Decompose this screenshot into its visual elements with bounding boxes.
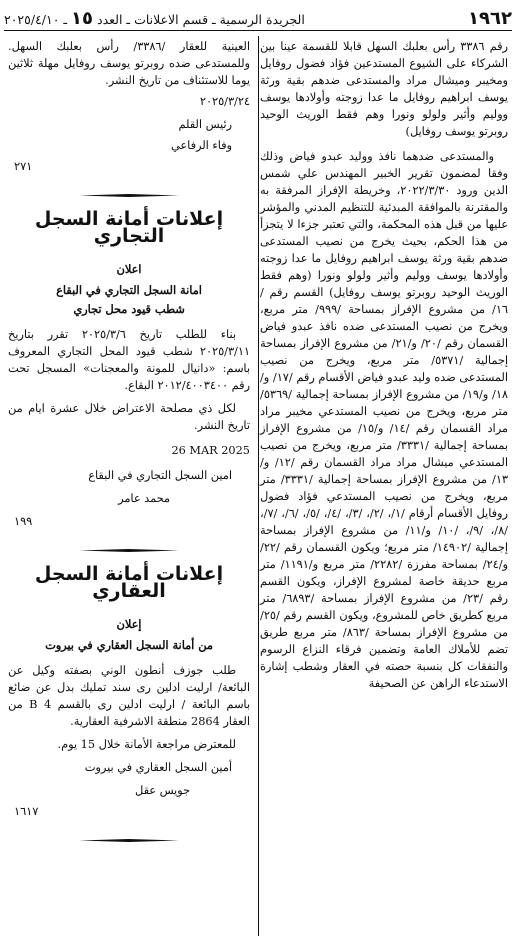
ruling-date: ٢٠٢٥/٣/٢٤ [199, 95, 250, 108]
signer-name: وفاء الرفاعي [170, 139, 232, 152]
gazette-title: الجريدة الرسمية ـ قسم الاعلانات ـ العدد [97, 11, 305, 27]
ruling-continuation: العينية للعقار /٣٣٨٦/ رأس بعلبك السهل. وللمستدعى ضده روبرتو يوسف روفايل مهلة ثلاثين يوما للاستئناف من تاريخ النشر. [8, 40, 250, 87]
page-number: ١٩٦٢ [468, 7, 512, 29]
reference-number: ٢٧١ [14, 160, 33, 173]
issue-date: ـ ٢٠٢٥/٤/١٠ [4, 11, 68, 27]
ad-objection-notice: لكل ذي مصلحة الاعتراض خلال عشرة ايام من تاريخ النشر. [8, 402, 250, 432]
ad-subject: شطب قيود محل تجاري [73, 302, 185, 316]
issue-number: ١٥ [71, 7, 94, 29]
ad-body: بناء للطلب تاريخ ٢٠٢٥/٣/٦ تقرر بتاريخ ٢٠٢٥/٣/١١ شطب قيود المحل التجاري المعروف باسم: «دانيال للمونة والمعجنات» المسجل تحت رقم ٢٠١٢/٤٠٠٣٤٠٠ البقاع. [8, 328, 250, 392]
signer-title: رئيس القلم [178, 118, 232, 131]
ad-subheading: امانة السجل التجاري في البقاع [56, 283, 202, 297]
section-separator [79, 546, 179, 556]
right-column [260, 38, 508, 692]
section-separator [79, 836, 179, 846]
court-ruling-para1: رقم ٣٣٨٦ رأس بعلبك السهل قابلا للقسمة عينا بين الشركاء على الشيوع المستدعين فؤاد فضول روفايل ومخيبر وميشال مراد والمستدعى ضدهم بقية ورثة يوسف ابراهيم روفايل ما عدا زوجته وأولادها يوسف ووليم وأثير ولولو ونورا وهم فقط الوريث الوحيد روبرتو يوسف روفايل) [260, 40, 508, 138]
section-title-real-estate: إعلانات أمانة السجل العقاري [34, 563, 224, 602]
ad-heading: إعلان [116, 617, 142, 631]
ad-objection-notice: للمعترض مراجعة الأمانة خلال 15 يوم. [57, 738, 236, 751]
section-title-commercial: إعلانات أمانة السجل التجاري [34, 208, 224, 247]
ad-signer-name: محمد عامر [118, 492, 170, 505]
page-header [4, 6, 512, 31]
ad-date-stamp: 26 MAR 2025 [171, 444, 250, 457]
ad-signer-name: جويس عقل [135, 784, 190, 797]
section-separator [79, 191, 179, 201]
reference-number: ١٩٩ [14, 515, 33, 528]
ad-subheading: من أمانة السجل العقاري في بيروت [45, 638, 213, 652]
issue-info [4, 8, 305, 29]
ad-heading: اعلان [116, 262, 142, 276]
ad-signer-title: امين السجل التجاري في البقاع [88, 469, 232, 482]
left-column [8, 38, 250, 856]
ad-signer-title: أمين السجل العقاري في بيروت [84, 761, 232, 774]
ad-body: طلب جوزف أنطون الوني بصفته وكيل عن البائعة/ ارليت ادلين رى سند تمليك بدل عن ضائع باسم البائعة / ارليت ادلين رى بالقسم B 4 من العقار 2864 منطقة الاشرفية العقارية. [8, 664, 250, 728]
reference-number: ١٦١٧ [14, 805, 39, 818]
column-divider [258, 36, 259, 936]
court-ruling-para2: والمستدعى ضدهما نافذ ووليد عبدو فياض وذلك وفقا لمضمون تقرير الخبير المهندس علي شمس الدين ورود ٢٠٢٢/٣/٣٠، وخريطة الإفراز المرفقة به والمقترنة بالموافقة المبدئية للتنظيم المدني والمؤشر عليها من قبل هذه المحكمة، والتي تعتبر جزءا لا يتجزأ من هذا الحكم، بحيث يخرج من نصيب المستدعى ضدهم بقية ورثة يوسف ابراهيم روفايل ما عدا زوجته وأولادها يوسف ووليم وأثير ولولو ونورا (وهم فقط الوريث الوحيد روبرتو يوسف روفايل) القسم رقم /١٦/ من مشروع الإفراز بمساحة /٩٩٩/ متر مربع، ويخرج من نصيب المستدعى ضده نافذ عبدو فياض القسمان رقم /٢٠/ و/٢١/ من مشروع الإفراز بمساحة إجمالية /٥٣٧١/ متر مربع، ويخرج من نصيب المستدعى ضده وليد عبدو فياض الأقسام رقم /١٧/ و/١٨/ و/١٩/ من مشروع الإفراز بمساحة إجمالية /٥٣٦٩/ متر مربع، ويخرج من نصيب المستدعي مخيبر مراد مراد القسمان رقم /١٤/ و/١٥/ من مشروع الإفراز بمساحة إجمالية /٣٣٣١/ متر مربع، ويخرج من نصيب المستدعي ميشال مراد مراد القسمان رقم /١٢/ و/١٣/ من مشروع الإفراز بمساحة إجمالية /٣٣٣١/ متر مربع، ويخرج من نصيب المستدعي فؤاد فضول روفايل الأقسام أرقام /١/، /٢/، /٣/، /٤/، /٥/، /٦/، /٧/، /٨/، /٩/، /١٠/ و/١١/ من مشروع الإفراز بمساحة إجمالية /١٤٩٠٢/ متر مربع؛ ويكون القسمان رقم /٢٢/ و/٢٤/ بمساحة مفرزة /٢٢٨٢/ متر مربع و/١١٩١/ متر مربع حديقة خاصة لمشروع الإفراز، ويكون القسم رقم /٢٣/ من مشروع الإفراز بمساحة /٦٨٩٣/ متر مربع كطريق خاص للمشروع، ويكون القسم رقم /٢٥/ من مشروع الإفراز بمساحة /٨٦٣/ متر مربع طريق تضم للأملاك العامة وتضمين فرقاء النزاع الرسوم والنفقات كل بنسبة حصته في العقار وشطب إشارة الاستدعاء الراهن عن الصحيفة [260, 150, 508, 690]
